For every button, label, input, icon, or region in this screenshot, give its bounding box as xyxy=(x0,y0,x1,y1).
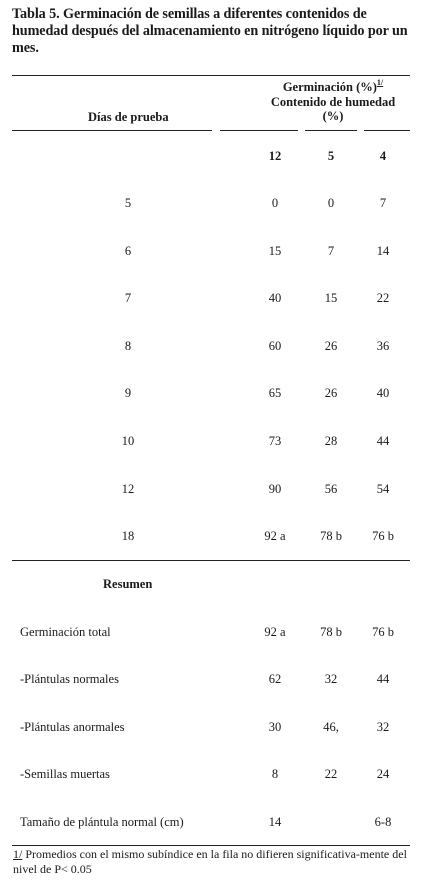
cell-4: 76 b xyxy=(372,529,394,543)
header-rule-row-label xyxy=(12,130,212,131)
cell-12: 40 xyxy=(268,291,282,305)
cell-12: 30 xyxy=(268,720,282,734)
header-row-label: Días de prueba xyxy=(88,110,169,124)
summary-heading: Resumen xyxy=(103,577,153,591)
header-rule-col-5 xyxy=(305,130,357,131)
cell-12: 8 xyxy=(271,767,279,781)
header-subgroup-unit: (%) xyxy=(322,109,344,123)
cell-4: 6-8 xyxy=(374,815,392,829)
summary-rule xyxy=(12,560,410,561)
cell-12: 60 xyxy=(268,339,282,353)
header-rule-col-12 xyxy=(220,130,298,131)
cell-5: 78 b xyxy=(320,529,342,543)
cell-12: 0 xyxy=(271,196,279,210)
cell-12: 90 xyxy=(268,482,282,496)
footnote-text: Promedios con el mismo subíndice en la fila no difieren significativa-mente del nivel de P< 0.05 xyxy=(13,847,407,876)
summary-label: -Semillas muertas xyxy=(20,767,110,781)
cell-12: 65 xyxy=(268,386,282,400)
summary-label: Tamaño de plántula normal (cm) xyxy=(20,815,184,829)
column-header-4: 4 xyxy=(379,149,387,163)
cell-12: 92 a xyxy=(264,625,286,639)
top-rule xyxy=(12,75,410,76)
row-day: 10 xyxy=(121,434,135,448)
cell-4: 14 xyxy=(376,244,390,258)
row-day: 12 xyxy=(121,482,135,496)
column-header-12: 12 xyxy=(268,149,282,163)
cell-4: 32 xyxy=(376,720,390,734)
cell-5: 26 xyxy=(324,386,338,400)
cell-5: 46, xyxy=(323,720,339,734)
row-day: 5 xyxy=(124,196,132,210)
header-rule-col-4 xyxy=(364,130,410,131)
row-day: 8 xyxy=(124,339,132,353)
footnote-mark: 1/ xyxy=(376,78,384,87)
cell-12: 73 xyxy=(268,434,282,448)
cell-5: 78 b xyxy=(320,625,342,639)
cell-5: 26 xyxy=(324,339,338,353)
row-day: 7 xyxy=(124,291,132,305)
row-day: 9 xyxy=(124,386,132,400)
cell-12: 15 xyxy=(268,244,282,258)
cell-4: 40 xyxy=(376,386,390,400)
cell-5: 28 xyxy=(324,434,338,448)
footnote xyxy=(13,847,413,877)
cell-5: 15 xyxy=(324,291,338,305)
cell-5: 7 xyxy=(327,244,335,258)
table-title: Tabla 5. Germinación de semillas a diferentes contenidos de humedad después del almacenamiento en nitrógeno líquido por un mes. xyxy=(12,6,408,56)
cell-4: 7 xyxy=(379,196,387,210)
row-day: 18 xyxy=(121,529,135,543)
header-subgroup-label: Contenido de humedad xyxy=(270,95,396,109)
cell-5: 56 xyxy=(324,482,338,496)
cell-4: 76 b xyxy=(372,625,394,639)
cell-4: 22 xyxy=(376,291,390,305)
cell-4: 44 xyxy=(376,672,390,686)
header-group-label: Germinación (%)$^{1/}$ xyxy=(282,78,384,94)
cell-4: 44 xyxy=(376,434,390,448)
summary-label: -Plántulas anormales xyxy=(20,720,125,734)
cell-12: 92 a xyxy=(264,529,286,543)
bottom-rule xyxy=(12,845,410,846)
cell-4: 24 xyxy=(376,767,390,781)
cell-12: 14 xyxy=(268,815,282,829)
summary-label: -Plántulas normales xyxy=(20,672,119,686)
summary-label: Germinación total xyxy=(20,625,111,639)
cell-5: 22 xyxy=(324,767,338,781)
row-day: 6 xyxy=(124,244,132,258)
cell-4: 36 xyxy=(376,339,390,353)
cell-12: 62 xyxy=(268,672,282,686)
cell-5: 0 xyxy=(327,196,335,210)
footnote-mark: 1/ xyxy=(13,847,23,861)
cell-4: 54 xyxy=(376,482,390,496)
column-header-5: 5 xyxy=(327,149,335,163)
cell-5: 32 xyxy=(324,672,338,686)
